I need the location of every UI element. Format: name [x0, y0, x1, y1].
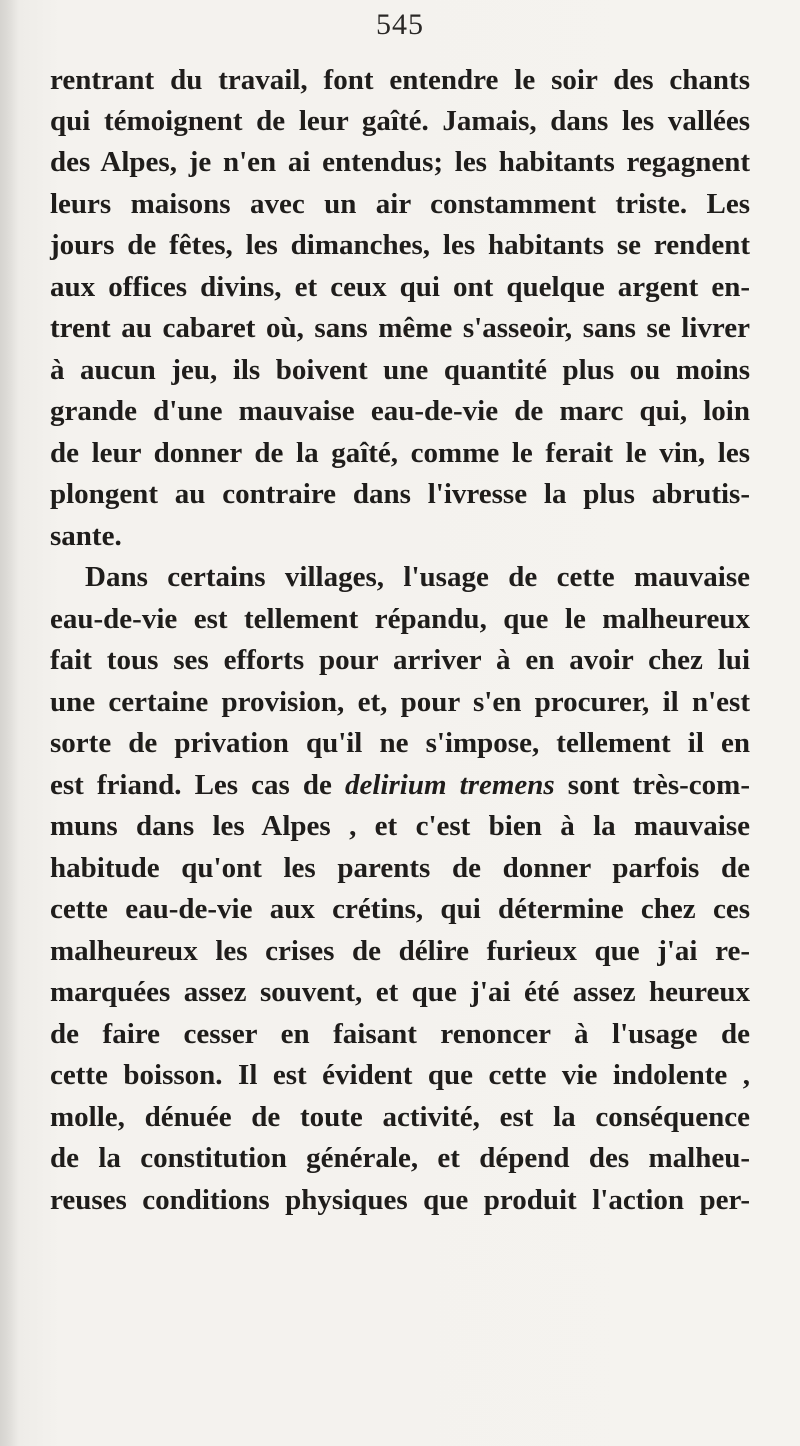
- text-line: marquées assez souvent, et que j'ai été assez heureux: [50, 976, 750, 1008]
- text-line: malheureux les crises de délire furieux que j'ai re-: [50, 935, 750, 967]
- text-line: leurs maisons avec un air constamment triste. Les: [50, 188, 750, 220]
- text-segment: sont très-com-: [567, 769, 750, 801]
- text-line: fait tous ses efforts pour arriver à en avoir chez lui: [50, 644, 750, 676]
- text-line: des Alpes, je n'en ai entendus; les habitants regagnent: [50, 146, 750, 178]
- text-line: [50, 765, 750, 805]
- text-line: une certaine provision, et, pour s'en procurer, il n'est: [50, 686, 750, 718]
- text-line: cette boisson. Il est évident que cette vie indolente ,: [50, 1059, 750, 1091]
- text-line: qui témoignent de leur gaîté. Jamais, dans les vallées: [50, 105, 750, 137]
- text-line: Dans certains villages, l'usage de cette mauvaise: [85, 561, 750, 593]
- text-segment: est friand. Les cas de: [50, 769, 332, 801]
- text-line: jours de fêtes, les dimanches, les habitants se rendent: [50, 229, 750, 261]
- text-line: rentrant du travail, font entendre le soir des chants: [50, 64, 750, 96]
- text-line: sorte de privation qu'il ne s'impose, tellement il en: [50, 727, 750, 759]
- italic-term: delirium tremens: [345, 769, 555, 801]
- text-line: molle, dénuée de toute activité, est la conséquence: [50, 1101, 750, 1133]
- text-line: reuses conditions physiques que produit l'action per-: [50, 1184, 750, 1216]
- page-number: 545: [376, 8, 424, 41]
- text-line: de leur donner de la gaîté, comme le ferait le vin, les: [50, 437, 750, 469]
- text-line: plongent au contraire dans l'ivresse la plus abrutis-: [50, 478, 750, 510]
- gutter-shadow: [0, 0, 18, 1446]
- text-line: eau-de-vie est tellement répandu, que le malheureux: [50, 603, 750, 635]
- text-line: muns dans les Alpes , et c'est bien à la mauvaise: [50, 810, 750, 842]
- text-line: de faire cesser en faisant renoncer à l'usage de: [50, 1018, 750, 1050]
- text-line: grande d'une mauvaise eau-de-vie de marc qui, loin: [50, 395, 750, 427]
- text-line: cette eau-de-vie aux crétins, qui détermine chez ces: [50, 893, 750, 925]
- text-line: habitude qu'ont les parents de donner parfois de: [50, 852, 750, 884]
- text-line: à aucun jeu, ils boivent une quantité plus ou moins: [50, 354, 750, 386]
- text-line: trent au cabaret où, sans même s'asseoir, sans se livrer: [50, 312, 750, 344]
- text-line: de la constitution générale, et dépend des malheu-: [50, 1142, 750, 1174]
- text-line: sante.: [50, 520, 122, 552]
- text-line: aux offices divins, et ceux qui ont quelque argent en-: [50, 271, 750, 303]
